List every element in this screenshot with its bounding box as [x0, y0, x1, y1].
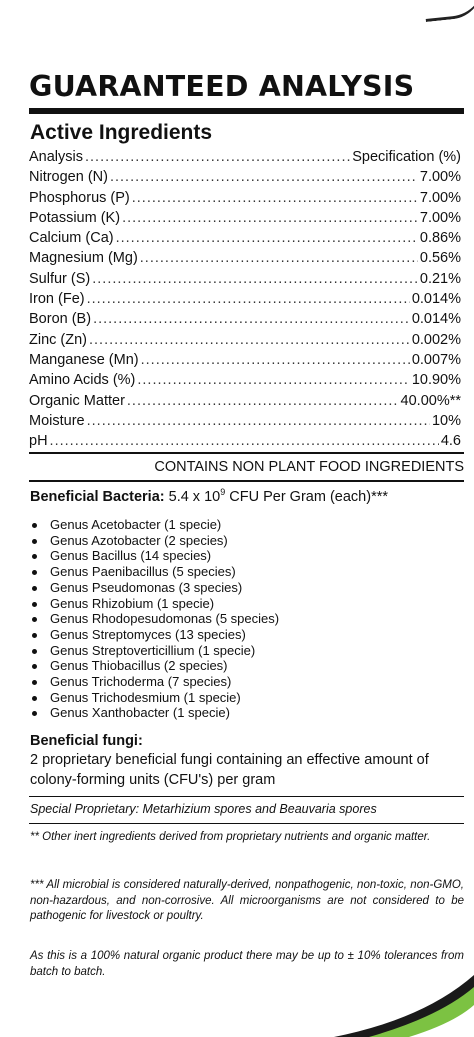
- analysis-label: pH: [29, 433, 48, 450]
- analysis-label: Amino Acids (%): [29, 372, 136, 389]
- bacteria-list-item: Genus Streptoverticillium (1 specie): [31, 643, 279, 659]
- inert-ingredients-note: ** Other inert ingredients derived from proprietary nutrients and organic matter.: [30, 831, 431, 843]
- analysis-value: 0.86%: [419, 230, 461, 247]
- special-divider: [29, 823, 464, 824]
- bacteria-list-item: Genus Acetobacter (1 specie): [31, 517, 279, 533]
- analysis-value: 40.00%**: [400, 392, 461, 409]
- top-corner-decoration: [422, 0, 474, 22]
- analysis-row: [29, 330, 461, 350]
- analysis-label: Organic Matter: [29, 392, 125, 409]
- dot-leader: [110, 167, 418, 187]
- dot-leader: [87, 411, 430, 431]
- analysis-value: 0.21%: [419, 270, 461, 287]
- analysis-label: Zinc (Zn): [29, 331, 87, 348]
- bacteria-list-item: Genus Rhizobium (1 specie): [31, 596, 279, 612]
- analysis-label: Calcium (Ca): [29, 230, 114, 247]
- analysis-row: [29, 411, 461, 431]
- analysis-label: Iron (Fe): [29, 291, 85, 308]
- bacteria-list-item: Genus Xanthobacter (1 specie): [31, 705, 279, 721]
- microbial-note: *** All microbial is considered naturally-derived, nonpathogenic, non-toxic, non-GMO, non-hazardous, and non-corrosive. All microorganisms are not considered to be pathogenic for livestock or poultry.: [30, 879, 464, 922]
- analysis-row: [29, 248, 461, 268]
- analysis-value: Specification (%): [352, 149, 461, 165]
- contains-divider: [29, 480, 464, 482]
- dot-leader: [132, 188, 418, 208]
- title-divider: [29, 108, 464, 114]
- analysis-row: [29, 370, 461, 390]
- fungi-heading: Beneficial fungi:: [30, 733, 143, 749]
- analysis-row: [29, 309, 461, 329]
- bacteria-list-item: Genus Azotobacter (2 species): [31, 533, 279, 549]
- dot-leader: [85, 147, 350, 167]
- bacteria-list-item: Genus Rhodopesudomonas (5 species): [31, 611, 279, 627]
- special-proprietary-note: Special Proprietary: Metarhizium spores and Beauvaria spores: [30, 802, 377, 816]
- analysis-row: [29, 188, 461, 208]
- dot-leader: [137, 370, 409, 390]
- analysis-value: 10.90%: [411, 372, 461, 389]
- tolerance-note: As this is a 100% natural organic product there may be up to ± 10% tolerances from batch to batch.: [30, 950, 464, 978]
- green-swoosh-decoration: [314, 957, 474, 1037]
- analysis-value: 0.007%: [411, 351, 461, 368]
- contains-note: CONTAINS NON PLANT FOOD INGREDIENTS: [154, 459, 464, 475]
- dot-leader: [141, 350, 410, 370]
- bacteria-list-item: Genus Paenibacillus (5 species): [31, 564, 279, 580]
- dot-leader: [140, 248, 418, 268]
- bacteria-list-item: Genus Thiobacillus (2 species): [31, 658, 279, 674]
- bacteria-count-exponent: 9: [220, 487, 226, 497]
- analysis-value: 0.014%: [411, 311, 461, 328]
- bacteria-list-item: Genus Bacillus (14 species): [31, 548, 279, 564]
- analysis-row: [29, 269, 461, 289]
- analysis-label: Sulfur (S): [29, 270, 91, 287]
- table-divider: [29, 452, 464, 454]
- bacteria-list-item: Genus Pseudomonas (3 species): [31, 580, 279, 596]
- bacteria-list-item: Genus Streptomyces (13 species): [31, 627, 279, 643]
- analysis-value: 7.00%: [419, 209, 461, 226]
- analysis-row: [29, 431, 461, 451]
- bacteria-heading: [30, 487, 388, 505]
- analysis-row: [29, 350, 461, 370]
- analysis-value: 0.56%: [419, 250, 461, 267]
- analysis-label: Nitrogen (N): [29, 169, 108, 186]
- bacteria-list-item: Genus Trichoderma (7 species): [31, 674, 279, 690]
- bacteria-list-item: Genus Trichodesmium (1 specie): [31, 690, 279, 706]
- dot-leader: [127, 391, 399, 411]
- analysis-label: Moisture: [29, 412, 85, 429]
- dot-leader: [50, 431, 439, 451]
- analysis-row: [29, 391, 461, 411]
- analysis-label: Boron (B): [29, 311, 92, 328]
- dot-leader: [87, 289, 410, 309]
- analysis-label: Magnesium (Mg): [29, 250, 138, 267]
- analysis-label: Manganese (Mn): [29, 351, 139, 368]
- analysis-row: [29, 289, 461, 309]
- analysis-value: 10%: [431, 412, 461, 429]
- fungi-description: 2 proprietary beneficial fungi containing an effective amount of colony-forming units (CFU's) per gram: [30, 752, 429, 788]
- analysis-value: 0.002%: [411, 331, 461, 348]
- dot-leader: [92, 269, 418, 289]
- dot-leader: [116, 228, 418, 248]
- analysis-row: [29, 208, 461, 228]
- analysis-row: [29, 167, 461, 187]
- analysis-table: [29, 147, 461, 451]
- analysis-value: 4.6: [440, 433, 461, 450]
- analysis-value: 7.00%: [419, 189, 461, 206]
- analysis-label: Phosphorus (P): [29, 189, 130, 206]
- analysis-value: 0.014%: [411, 291, 461, 308]
- bacteria-heading-label: Beneficial Bacteria:: [30, 488, 165, 505]
- bacteria-count-suffix: CFU Per Gram (each)***: [229, 488, 388, 505]
- analysis-row: [29, 147, 461, 167]
- dot-leader: [89, 330, 410, 350]
- analysis-label: Potassium (K): [29, 209, 121, 226]
- page-title: GUARANTEED ANALYSIS: [29, 70, 415, 103]
- analysis-row: [29, 228, 461, 248]
- analysis-value: 7.00%: [419, 169, 461, 186]
- section-heading-active-ingredients: Active Ingredients: [30, 121, 213, 144]
- bacteria-count-prefix: 5.4 x 10: [168, 488, 221, 505]
- dot-leader: [93, 309, 410, 329]
- bacteria-list: [31, 517, 279, 721]
- dot-leader: [122, 208, 418, 228]
- analysis-label: Analysis: [29, 149, 83, 165]
- fungi-divider: [29, 796, 464, 797]
